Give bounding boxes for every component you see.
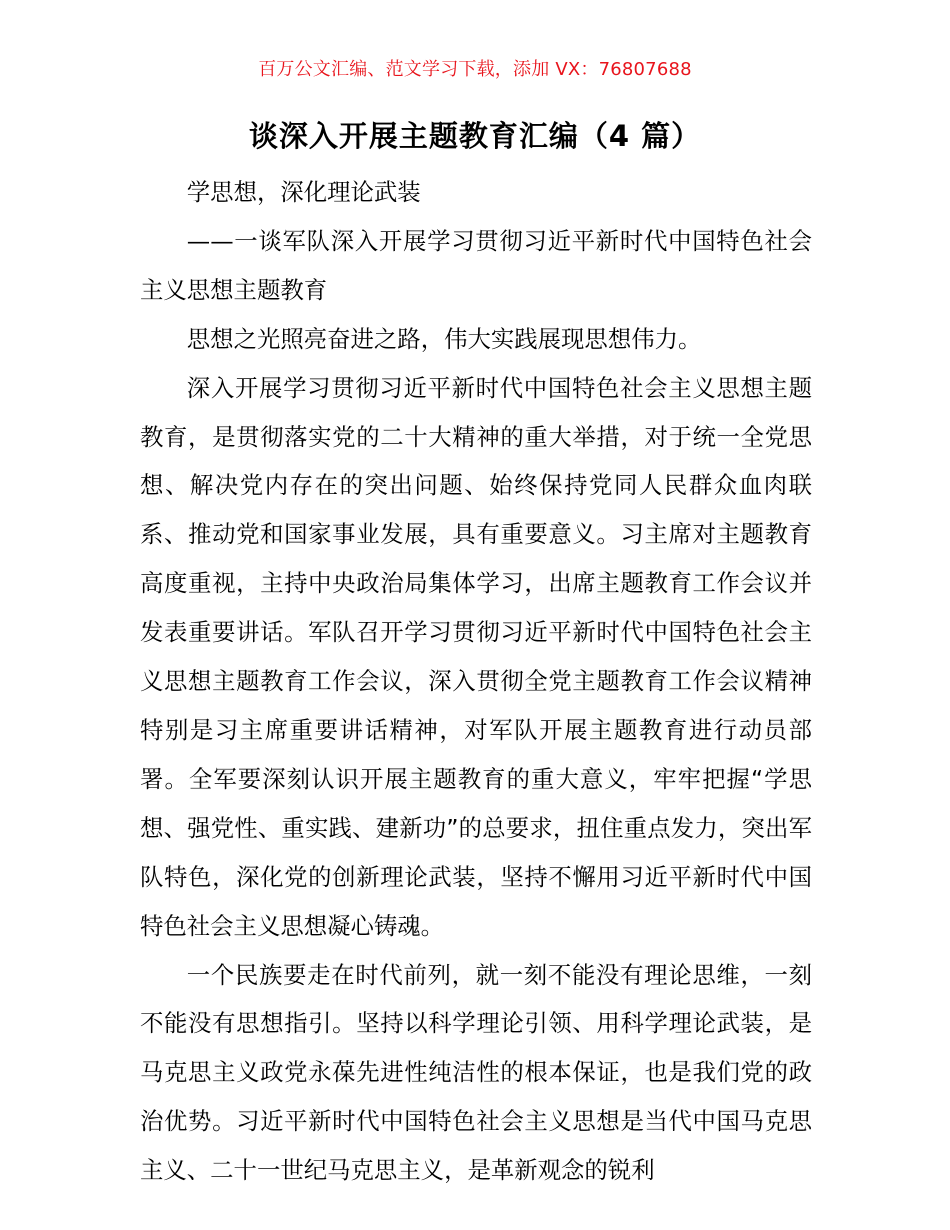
- section-title: 学思想，深化理论武装: [186, 178, 421, 206]
- document-title: 谈深入开展主题教育汇编（4 篇）: [248, 119, 702, 153]
- document-body: [140, 168, 812, 1195]
- section-subtitle: ——一谈军队深入开展学习贯彻习近平新时代中国特色社会主义思想主题教育: [140, 226, 812, 304]
- body-paragraph: 一个民族要走在时代前列，就一刻不能没有理论思维，一刻不能没有思想指引。坚持以科学理论引领、用科学理论武装，是马克思主义政党永葆先进性纯洁性的根本保证，也是我们党的政治优势。习近平新时代中国特色社会主义思想是当代中国马克思主义、二十一世纪马克思主义，是革新观念的锐利: [140, 960, 812, 1185]
- body-paragraph: 思想之光照亮奋进之路，伟大实践展现思想伟力。: [186, 324, 702, 353]
- body-paragraph: 深入开展学习贯彻习近平新时代中国特色社会主义思想主题教育，是贯彻落实党的二十大精神的重大举措，对于统一全党思想、解决党内存在的突出问题、始终保持党同人民群众血肉联系、推动党和国家事业发展，具有重要意义。习主席对主题教育高度重视，主持中央政治局集体学习，出席主题教育工作会议并发表重要讲话。军队召开学习贯彻习近平新时代中国特色社会主义思想主题教育工作会议，深入贯彻全党主题教育工作会议精神特别是习主席重要讲话精神，对军队开展主题教育进行动员部署。全军要深刻认识开展主题教育的重大意义，牢牢把握“学思想、强党性、重实践、建新功”的总要求，扭住重点发力，突出军队特色，深化党的创新理论武装，坚持不懈用习近平新时代中国特色社会主义思想凝心铸魂。: [140, 373, 812, 940]
- header-banner: 百万公文汇编、范文学习下载，添加 VX：76807688: [258, 59, 692, 80]
